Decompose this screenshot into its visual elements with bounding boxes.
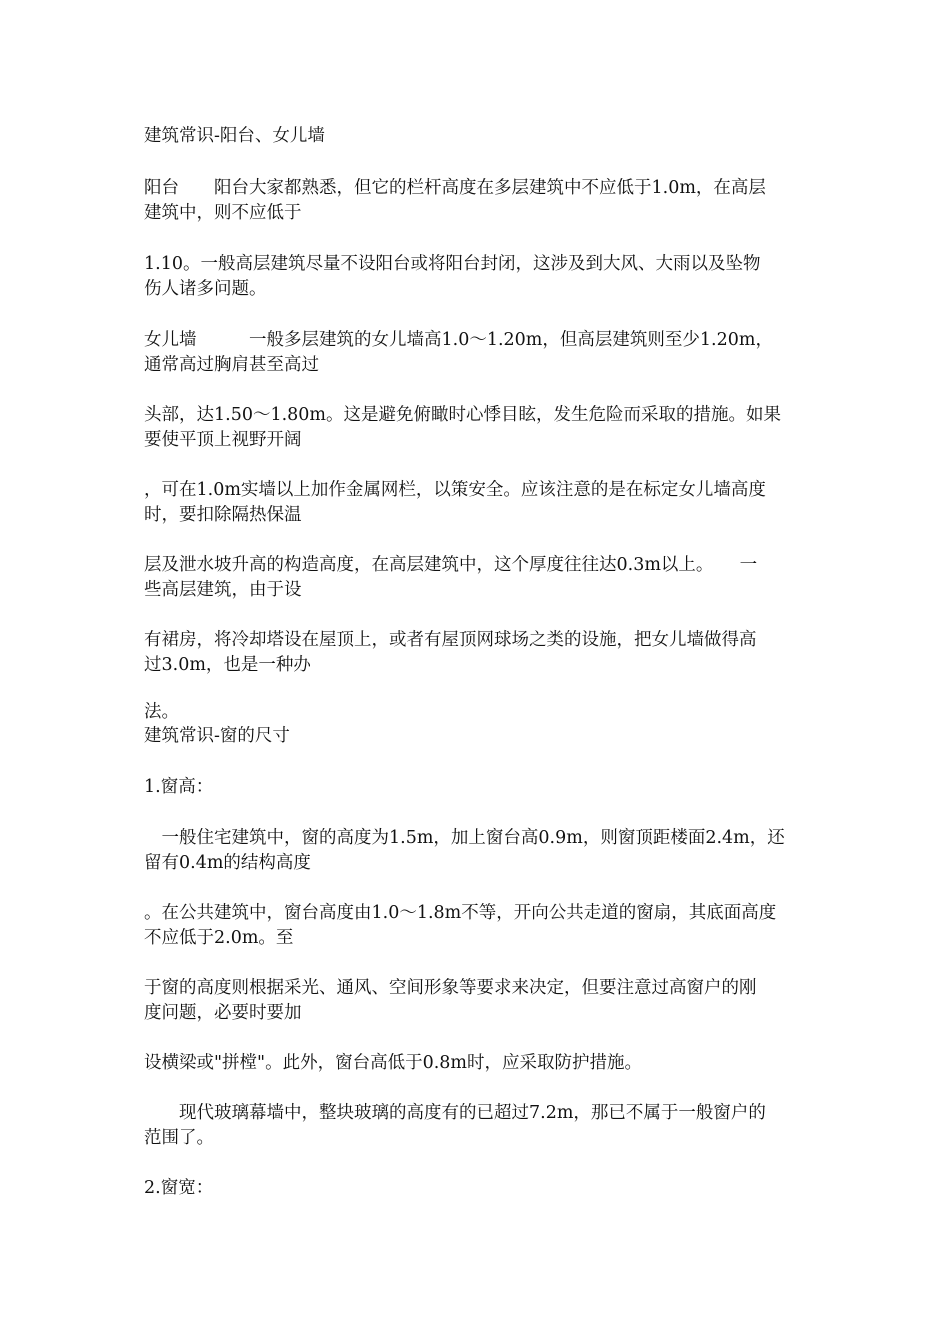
text-line: 范围了。 [144,1128,214,1148]
text-line: 不应低于2.0m。至 [144,928,294,948]
text-line: 度问题，必要时要加 [144,1003,302,1023]
text-line: 一般住宅建筑中，窗的高度为1.5m，加上窗台高0.9m，则窗顶距楼面2.4m，还 [144,828,785,848]
subheading-window-width: 2.窗宽： [144,1178,214,1198]
text-line: 阳台 阳台大家都熟悉，但它的栏杆高度在多层建筑中不应低于1.0m，在高层 [144,178,766,198]
text-line: 留有0.4m的结构高度 [144,853,311,873]
text-line: 现代玻璃幕墙中，整块玻璃的高度有的已超过7.2m，那已不属于一般窗户的 [144,1103,766,1123]
text-line: 头部，达1.50～1.80m。这是避免俯瞰时心悸目眩，发生危险而采取的措施。如果 [144,405,782,425]
text-line: 有裙房，将冷却塔设在屋顶上，或者有屋顶网球场之类的设施，把女儿墙做得高 [144,630,757,650]
text-line: 于窗的高度则根据采光、通风、空间形象等要求来决定，但要注意过高窗户的刚 [144,978,757,998]
text-line: 1.10。一般高层建筑尽量不设阳台或将阳台封闭，这涉及到大风、大雨以及坠物 [144,254,761,274]
section-title-balcony-parapet: 建筑常识-阳台、女儿墙 [144,126,325,146]
text-line: 些高层建筑，由于设 [144,580,302,600]
text-line: 建筑中，则不应低于 [144,203,302,223]
section-title-window-size: 建筑常识-窗的尺寸 [144,726,290,746]
text-line: 。在公共建筑中，窗台高度由1.0～1.8m不等，开向公共走道的窗扇，其底面高度 [144,903,777,923]
text-line: 通常高过胸肩甚至高过 [144,355,319,375]
subheading-window-height: 1.窗高： [144,777,214,797]
text-line: ，可在1.0m实墙以上加作金属网栏，以策安全。应该注意的是在标定女儿墙高度 [144,480,766,500]
text-line: 时，要扣除隔热保温 [144,505,302,525]
text-line: 法。 [144,702,179,722]
text-line: 层及泄水坡升高的构造高度，在高层建筑中，这个厚度往往达0.3m以上。 一 [144,555,758,575]
text-line: 要使平顶上视野开阔 [144,430,302,450]
text-line: 伤人诸多问题。 [144,279,267,299]
text-line: 女儿墙 一般多层建筑的女儿墙高1.0～1.20m，但高层建筑则至少1.20m， [144,330,773,350]
text-line: 设横梁或"拼樘"。此外，窗台高低于0.8m时，应采取防护措施。 [144,1053,643,1073]
text-line: 过3.0m，也是一种办 [144,655,311,675]
